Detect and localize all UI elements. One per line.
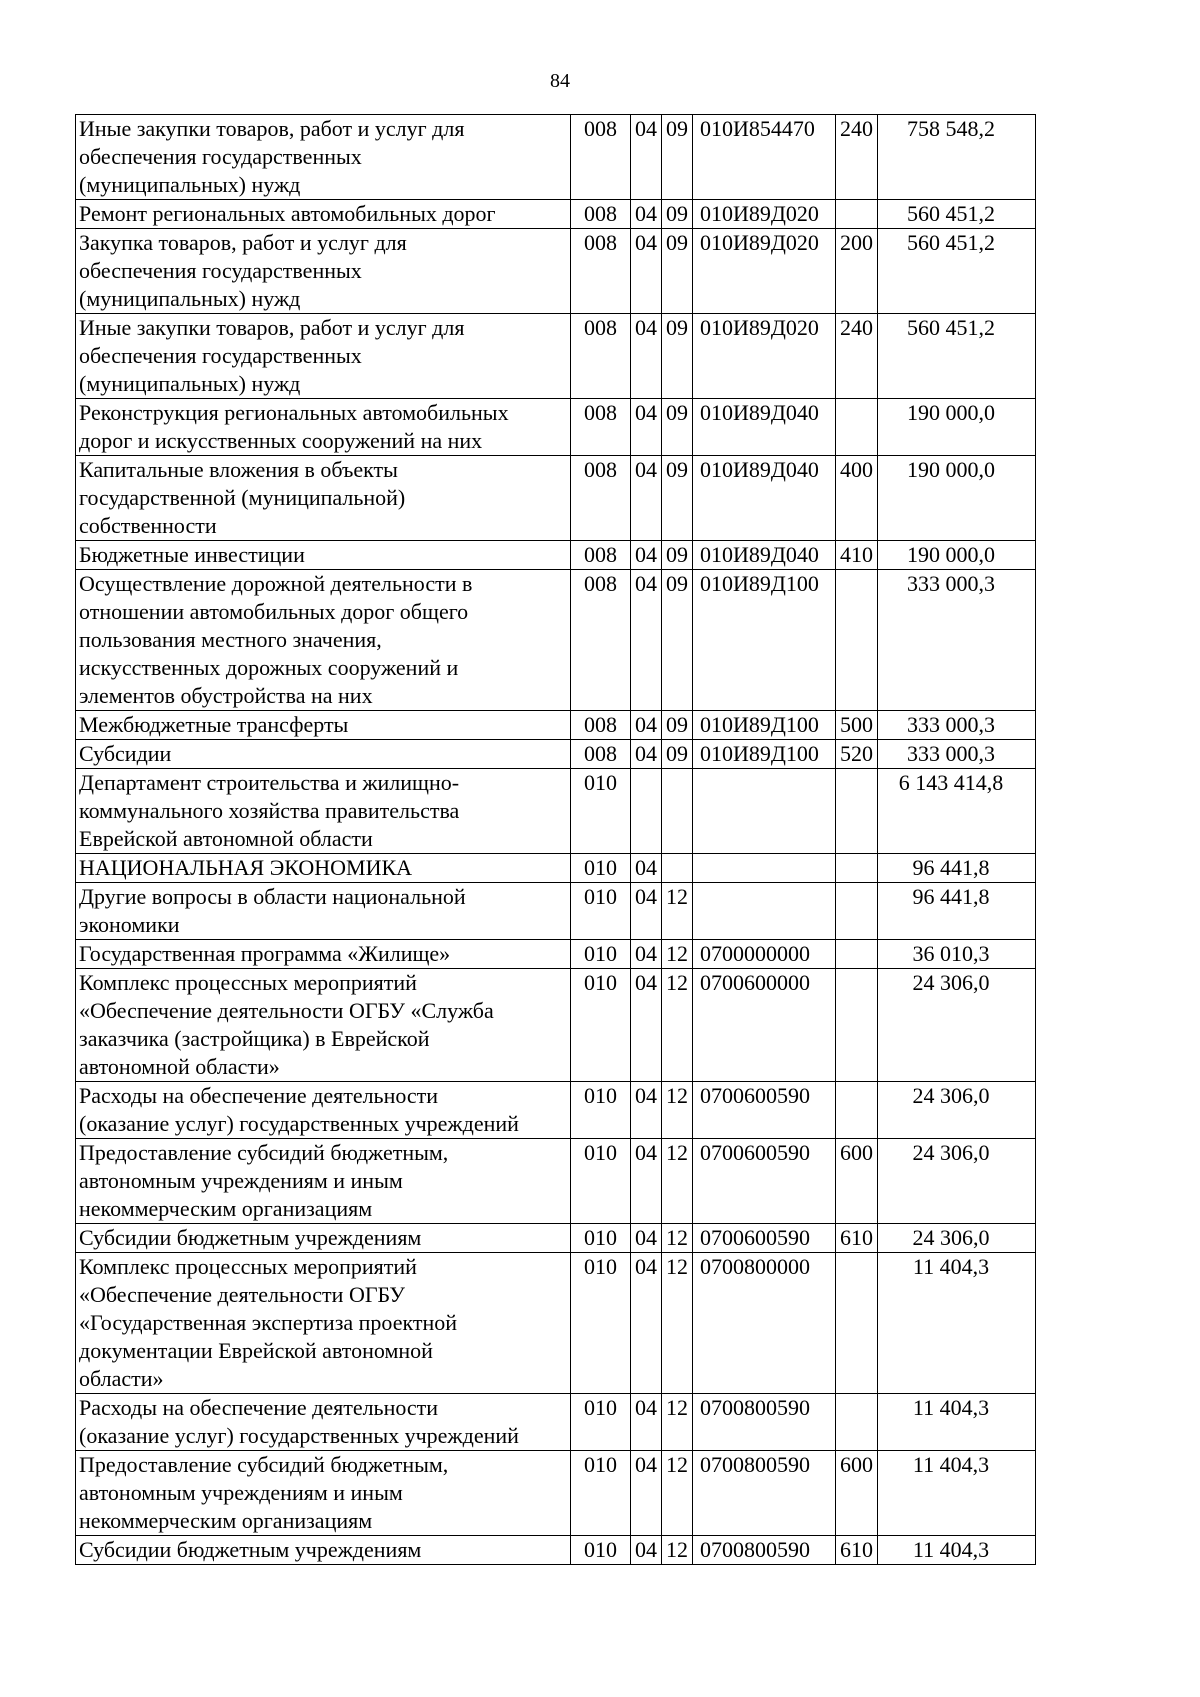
cell-grbs: 010 xyxy=(571,854,631,883)
cell-section: 04 xyxy=(631,314,662,399)
table-row xyxy=(76,115,1036,200)
table-row xyxy=(76,541,1036,570)
cell-expense-type xyxy=(836,1082,878,1139)
cell-expense-type: 610 xyxy=(836,1224,878,1253)
cell-grbs: 010 xyxy=(571,1082,631,1139)
cell-amount: 6 143 414,8 xyxy=(878,769,1036,854)
cell-target-article: 010И89Д020 xyxy=(693,200,836,229)
cell-amount: 11 404,3 xyxy=(878,1451,1036,1536)
row-name: Межбюджетные трансферты xyxy=(76,711,571,740)
table-row xyxy=(76,711,1036,740)
cell-amount: 560 451,2 xyxy=(878,314,1036,399)
cell-subsection: 12 xyxy=(662,883,693,940)
row-name: Предоставление субсидий бюджетным, автономным учреждениям и иным некоммерческим организациям xyxy=(76,1451,571,1536)
cell-subsection: 12 xyxy=(662,1253,693,1394)
cell-grbs: 008 xyxy=(571,740,631,769)
cell-target-article: 0700000000 xyxy=(693,940,836,969)
row-name: Осуществление дорожной деятельности в отношении автомобильных дорог общего пользования местного значения, искусственных дорожных сооружений и элементов обустройства на них xyxy=(76,570,571,711)
cell-expense-type xyxy=(836,1394,878,1451)
cell-grbs: 008 xyxy=(571,314,631,399)
cell-target-article: 010И89Д100 xyxy=(693,570,836,711)
cell-expense-type: 600 xyxy=(836,1451,878,1536)
cell-expense-type: 610 xyxy=(836,1536,878,1565)
cell-amount: 190 000,0 xyxy=(878,541,1036,570)
table-row xyxy=(76,229,1036,314)
cell-section: 04 xyxy=(631,883,662,940)
cell-subsection: 12 xyxy=(662,1451,693,1536)
cell-section: 04 xyxy=(631,570,662,711)
cell-grbs: 010 xyxy=(571,1451,631,1536)
cell-target-article: 0700600590 xyxy=(693,1139,836,1224)
cell-section: 04 xyxy=(631,1536,662,1565)
table-row xyxy=(76,854,1036,883)
table-row xyxy=(76,200,1036,229)
cell-grbs: 008 xyxy=(571,399,631,456)
cell-section: 04 xyxy=(631,399,662,456)
cell-section: 04 xyxy=(631,1451,662,1536)
cell-expense-type xyxy=(836,570,878,711)
cell-expense-type xyxy=(836,969,878,1082)
cell-section: 04 xyxy=(631,854,662,883)
cell-amount: 24 306,0 xyxy=(878,969,1036,1082)
cell-grbs: 010 xyxy=(571,1253,631,1394)
cell-amount: 24 306,0 xyxy=(878,1224,1036,1253)
cell-grbs: 008 xyxy=(571,115,631,200)
cell-grbs: 010 xyxy=(571,969,631,1082)
table-row xyxy=(76,969,1036,1082)
cell-target-article xyxy=(693,769,836,854)
cell-section: 04 xyxy=(631,940,662,969)
cell-expense-type: 520 xyxy=(836,740,878,769)
cell-grbs: 008 xyxy=(571,711,631,740)
table-row xyxy=(76,883,1036,940)
cell-subsection: 09 xyxy=(662,200,693,229)
cell-section: 04 xyxy=(631,1394,662,1451)
cell-target-article: 010И89Д100 xyxy=(693,740,836,769)
cell-target-article: 0700600000 xyxy=(693,969,836,1082)
cell-expense-type: 200 xyxy=(836,229,878,314)
table-row xyxy=(76,314,1036,399)
cell-target-article: 010И89Д020 xyxy=(693,229,836,314)
cell-grbs: 010 xyxy=(571,769,631,854)
cell-section xyxy=(631,769,662,854)
cell-section: 04 xyxy=(631,200,662,229)
row-name: Другие вопросы в области национальной экономики xyxy=(76,883,571,940)
cell-expense-type: 240 xyxy=(836,314,878,399)
cell-target-article: 010И854470 xyxy=(693,115,836,200)
cell-grbs: 008 xyxy=(571,229,631,314)
row-name: Иные закупки товаров, работ и услуг для обеспечения государственных (муниципальных) нужд xyxy=(76,314,571,399)
cell-amount: 333 000,3 xyxy=(878,711,1036,740)
cell-expense-type xyxy=(836,769,878,854)
cell-section: 04 xyxy=(631,969,662,1082)
cell-amount: 333 000,3 xyxy=(878,740,1036,769)
cell-expense-type: 410 xyxy=(836,541,878,570)
row-name: Капитальные вложения в объекты государственной (муниципальной) собственности xyxy=(76,456,571,541)
table-row xyxy=(76,769,1036,854)
cell-subsection: 12 xyxy=(662,1536,693,1565)
cell-subsection: 12 xyxy=(662,940,693,969)
cell-grbs: 010 xyxy=(571,1394,631,1451)
cell-expense-type: 500 xyxy=(836,711,878,740)
cell-section: 04 xyxy=(631,229,662,314)
cell-subsection: 09 xyxy=(662,399,693,456)
cell-amount: 24 306,0 xyxy=(878,1139,1036,1224)
cell-grbs: 010 xyxy=(571,940,631,969)
cell-amount: 758 548,2 xyxy=(878,115,1036,200)
row-name: Ремонт региональных автомобильных дорог xyxy=(76,200,571,229)
table-row xyxy=(76,1394,1036,1451)
cell-expense-type: 240 xyxy=(836,115,878,200)
cell-expense-type xyxy=(836,940,878,969)
cell-target-article: 0700600590 xyxy=(693,1082,836,1139)
cell-section: 04 xyxy=(631,456,662,541)
cell-target-article: 010И89Д040 xyxy=(693,456,836,541)
table-row xyxy=(76,940,1036,969)
cell-target-article: 0700800000 xyxy=(693,1253,836,1394)
table-row xyxy=(76,1536,1036,1565)
cell-grbs: 008 xyxy=(571,200,631,229)
table-row xyxy=(76,456,1036,541)
row-name: Бюджетные инвестиции xyxy=(76,541,571,570)
cell-subsection: 09 xyxy=(662,456,693,541)
cell-subsection: 12 xyxy=(662,1082,693,1139)
cell-target-article: 010И89Д020 xyxy=(693,314,836,399)
table-row xyxy=(76,740,1036,769)
cell-target-article: 0700800590 xyxy=(693,1394,836,1451)
table-row xyxy=(76,1082,1036,1139)
cell-amount: 24 306,0 xyxy=(878,1082,1036,1139)
cell-subsection xyxy=(662,769,693,854)
cell-subsection: 12 xyxy=(662,1224,693,1253)
row-name: Иные закупки товаров, работ и услуг для обеспечения государственных (муниципальных) нужд xyxy=(76,115,571,200)
cell-target-article xyxy=(693,854,836,883)
row-name: Расходы на обеспечение деятельности (оказание услуг) государственных учреждений xyxy=(76,1082,571,1139)
cell-amount: 96 441,8 xyxy=(878,883,1036,940)
cell-subsection: 12 xyxy=(662,969,693,1082)
cell-section: 04 xyxy=(631,1253,662,1394)
cell-subsection: 09 xyxy=(662,314,693,399)
cell-expense-type xyxy=(836,200,878,229)
cell-grbs: 008 xyxy=(571,456,631,541)
row-name: Государственная программа «Жилище» xyxy=(76,940,571,969)
row-name: Субсидии xyxy=(76,740,571,769)
cell-grbs: 008 xyxy=(571,570,631,711)
cell-amount: 11 404,3 xyxy=(878,1394,1036,1451)
cell-grbs: 008 xyxy=(571,541,631,570)
cell-section: 04 xyxy=(631,1224,662,1253)
row-name: Предоставление субсидий бюджетным, автономным учреждениям и иным некоммерческим организациям xyxy=(76,1139,571,1224)
cell-expense-type xyxy=(836,399,878,456)
budget-table xyxy=(75,114,1036,1565)
table-row xyxy=(76,399,1036,456)
cell-target-article: 0700800590 xyxy=(693,1451,836,1536)
cell-expense-type: 600 xyxy=(836,1139,878,1224)
cell-amount: 560 451,2 xyxy=(878,200,1036,229)
table-row xyxy=(76,1451,1036,1536)
row-name: Реконструкция региональных автомобильных дорог и искусственных сооружений на них xyxy=(76,399,571,456)
cell-amount: 190 000,0 xyxy=(878,456,1036,541)
cell-subsection: 09 xyxy=(662,229,693,314)
cell-target-article: 0700600590 xyxy=(693,1224,836,1253)
cell-subsection: 09 xyxy=(662,740,693,769)
cell-amount: 11 404,3 xyxy=(878,1253,1036,1394)
cell-section: 04 xyxy=(631,711,662,740)
cell-section: 04 xyxy=(631,1139,662,1224)
cell-expense-type xyxy=(836,854,878,883)
cell-subsection: 09 xyxy=(662,711,693,740)
table-body xyxy=(76,115,1036,1565)
page-number: 84 xyxy=(550,70,570,92)
cell-section: 04 xyxy=(631,115,662,200)
row-name: Комплекс процессных мероприятий «Обеспечение деятельности ОГБУ «Служба заказчика (застройщика) в Еврейской автономной области» xyxy=(76,969,571,1082)
row-name: Субсидии бюджетным учреждениям xyxy=(76,1536,571,1565)
cell-expense-type xyxy=(836,883,878,940)
cell-amount: 96 441,8 xyxy=(878,854,1036,883)
table-row xyxy=(76,1139,1036,1224)
cell-target-article: 010И89Д040 xyxy=(693,399,836,456)
row-name: Комплекс процессных мероприятий «Обеспечение деятельности ОГБУ «Государственная экспертиза проектной документации Еврейской автономной области» xyxy=(76,1253,571,1394)
row-name: Субсидии бюджетным учреждениям xyxy=(76,1224,571,1253)
cell-subsection: 12 xyxy=(662,1394,693,1451)
row-name: Закупка товаров, работ и услуг для обеспечения государственных (муниципальных) нужд xyxy=(76,229,571,314)
cell-amount: 190 000,0 xyxy=(878,399,1036,456)
cell-subsection: 09 xyxy=(662,570,693,711)
cell-amount: 36 010,3 xyxy=(878,940,1036,969)
cell-amount: 560 451,2 xyxy=(878,229,1036,314)
cell-subsection: 09 xyxy=(662,541,693,570)
row-name: Расходы на обеспечение деятельности (оказание услуг) государственных учреждений xyxy=(76,1394,571,1451)
table-row xyxy=(76,1224,1036,1253)
cell-grbs: 010 xyxy=(571,1536,631,1565)
cell-section: 04 xyxy=(631,1082,662,1139)
table-row xyxy=(76,1253,1036,1394)
cell-section: 04 xyxy=(631,740,662,769)
cell-target-article: 0700800590 xyxy=(693,1536,836,1565)
cell-expense-type: 400 xyxy=(836,456,878,541)
cell-target-article xyxy=(693,883,836,940)
cell-subsection: 12 xyxy=(662,1139,693,1224)
cell-grbs: 010 xyxy=(571,883,631,940)
cell-subsection: 09 xyxy=(662,115,693,200)
table-row xyxy=(76,570,1036,711)
cell-target-article: 010И89Д100 xyxy=(693,711,836,740)
row-name: Департамент строительства и жилищно- коммунального хозяйства правительства Еврейской автономной области xyxy=(76,769,571,854)
cell-target-article: 010И89Д040 xyxy=(693,541,836,570)
cell-amount: 11 404,3 xyxy=(878,1536,1036,1565)
row-name: НАЦИОНАЛЬНАЯ ЭКОНОМИКА xyxy=(76,854,571,883)
cell-amount: 333 000,3 xyxy=(878,570,1036,711)
cell-expense-type xyxy=(836,1253,878,1394)
cell-grbs: 010 xyxy=(571,1139,631,1224)
cell-section: 04 xyxy=(631,541,662,570)
cell-subsection xyxy=(662,854,693,883)
cell-grbs: 010 xyxy=(571,1224,631,1253)
